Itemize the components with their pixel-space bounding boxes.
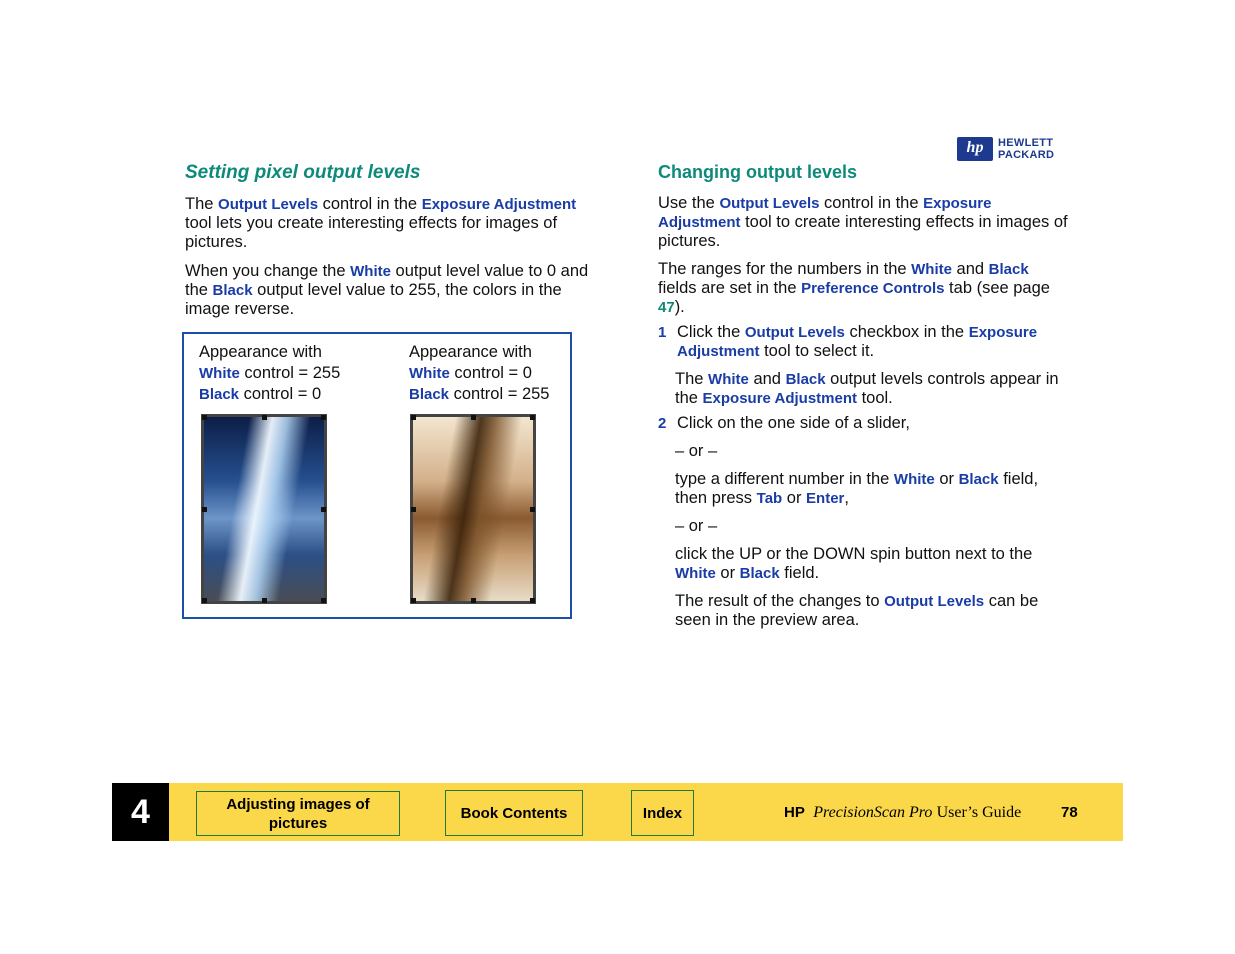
page-number: 78 <box>1061 804 1078 821</box>
right-column <box>658 194 1068 630</box>
waterfall-image-normal <box>201 414 327 604</box>
hewlett-packard-logo <box>957 137 1079 163</box>
guide-title: HP PrecisionScan Pro User’s Guide <box>784 804 1022 821</box>
paragraph: The Output Levels control in the Exposure Adjustment tool lets you create interesting effects for images of pictures. <box>185 195 577 251</box>
comparison-figure <box>182 332 572 619</box>
section-link-button[interactable]: Adjusting images of pictures <box>196 791 400 836</box>
or-separator: – or – <box>675 517 718 535</box>
keyword: White <box>350 263 391 280</box>
index-button[interactable]: Index <box>631 790 694 836</box>
page-link[interactable]: 47 <box>658 299 675 316</box>
section-heading-left: Setting pixel output levels <box>185 162 421 183</box>
step-1-detail: The White and Black output levels controls appear in the Exposure Adjustment tool. <box>675 370 1059 407</box>
chapter-tab: 4 <box>112 783 169 841</box>
hp-logo-icon: hp <box>957 137 993 161</box>
step-1: 1 Click the Output Levels checkbox in the Exposure Adjustment tool to select it. <box>658 323 1038 360</box>
paragraph: When you change the White output level value to 0 and the Black output level value to 255, the colors in the image reverse. <box>185 262 589 318</box>
paragraph: Use the Output Levels control in the Exposure Adjustment tool to create interesting effects in images of pictures. <box>658 194 1068 250</box>
paragraph: The ranges for the numbers in the White and Black fields are set in the Preference Controls tab (see page 47). <box>658 260 1050 316</box>
step-2: 2 Click on the one side of a slider, <box>658 414 910 432</box>
step-2-option: click the UP or the DOWN spin button next to the White or Black field. <box>675 545 1033 582</box>
keyword: Black <box>212 282 253 299</box>
section-heading-right: Changing output levels <box>658 162 858 182</box>
left-column <box>185 195 595 319</box>
figure-caption-normal: Appearance with White control = 255 Black control = 0 <box>199 343 341 403</box>
or-separator: – or – <box>675 442 718 460</box>
figure-caption-reversed: Appearance with White control = 0 Black control = 255 <box>409 343 550 403</box>
step-2-result: The result of the changes to Output Levels can be seen in the preview area. <box>675 592 1039 629</box>
keyword: Exposure Adjustment <box>421 196 577 213</box>
logo-wordmark: HEWLETT PACKARD <box>998 137 1055 161</box>
book-contents-button[interactable]: Book Contents <box>445 790 583 836</box>
waterfall-image-reversed <box>410 414 536 604</box>
step-2-option: type a different number in the White or Black field, then press Tab or Enter, <box>675 470 1039 507</box>
keyword: Output Levels <box>218 196 319 213</box>
